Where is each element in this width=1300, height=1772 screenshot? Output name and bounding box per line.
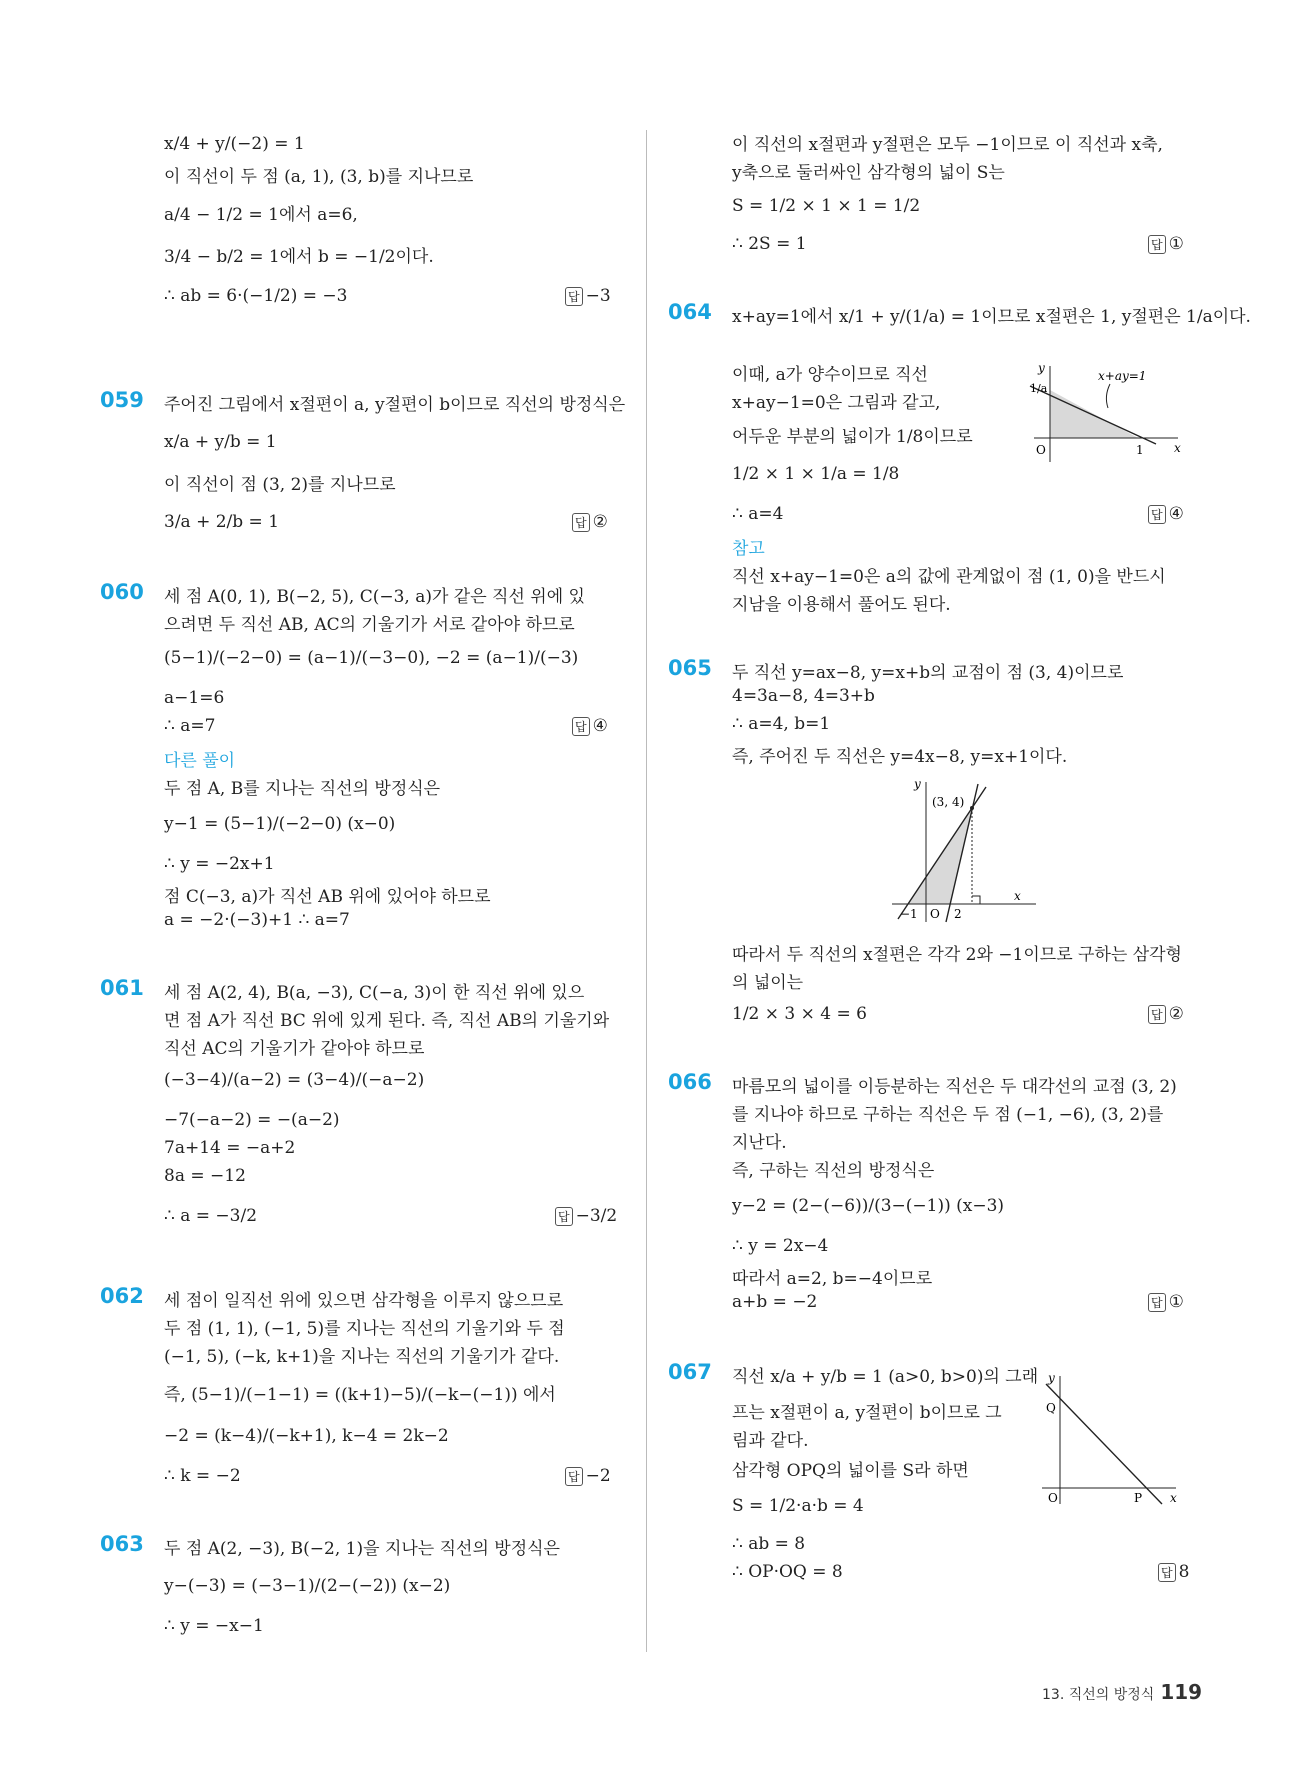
- x-intercept-label: 1: [1136, 443, 1144, 457]
- eq-line: ∴ a = −3/2: [164, 1206, 258, 1226]
- problem-number-066: 066: [668, 1070, 712, 1094]
- text-line: 지난다.: [732, 1133, 787, 1153]
- problem-number-067: 067: [668, 1360, 712, 1384]
- eq-line: y−(−3) = (−3−1)/(2−(−2)) (x−2): [164, 1576, 451, 1596]
- answer-059: 답 ②: [572, 512, 608, 532]
- eq-line: 1/2 × 1 × 1/a = 1/8: [732, 464, 900, 484]
- y-axis-label: y: [1038, 361, 1045, 375]
- note-label: 다른 풀이: [164, 751, 236, 771]
- answer-icon: 답: [572, 513, 590, 532]
- problem-number-063: 063: [100, 1532, 144, 1556]
- eq-line: ∴ y = −2x+1: [164, 854, 275, 874]
- text-line: 두 점 A(2, −3), B(−2, 1)을 지나는 직선의 방정식은: [164, 1539, 560, 1559]
- eq-line: 즉, (5−1)/(−1−1) = ((k+1)−5)/(−k−(−1)) 에서: [164, 1385, 556, 1405]
- answer-060: 답 ④: [572, 716, 608, 736]
- eq-line: a/4 − 1/2 = 1에서 a=6,: [164, 205, 358, 225]
- text-line: 으려면 두 직선 AB, AC의 기울기가 서로 같아야 하므로: [164, 615, 575, 635]
- text-line: 면 점 A가 직선 BC 위에 있게 된다. 즉, 직선 AB의 기울기와: [164, 1011, 610, 1031]
- eq-line: (5−1)/(−2−0) = (a−1)/(−3−0), −2 = (a−1)/(−3): [164, 648, 579, 668]
- text-line: 를 지나야 하므로 구하는 직선은 두 점 (−1, −6), (3, 2)를: [732, 1105, 1164, 1125]
- graph-067: [1036, 1368, 1186, 1508]
- text-line: 세 점이 일직선 위에 있으면 삼각형을 이루지 않으므로: [164, 1291, 564, 1311]
- answer-icon: 답: [1148, 505, 1166, 524]
- x-intercept-minus-1: −1: [900, 907, 918, 921]
- x-axis-label: x: [1174, 441, 1181, 455]
- eq-line: −7(−a−2) = −(a−2): [164, 1110, 340, 1130]
- line-x-a-y-b: [1046, 1384, 1162, 1504]
- text-line: 직선 AC의 기울기가 같아야 하므로: [164, 1039, 425, 1059]
- problem-number-064: 064: [668, 300, 712, 324]
- graph-065: [886, 776, 1046, 924]
- eq-line: −2 = (k−4)/(−k+1), k−4 = 2k−2: [164, 1426, 449, 1446]
- text-line: 점 C(−3, a)가 직선 AB 위에 있어야 하므로: [164, 887, 491, 907]
- point-q-label: Q: [1046, 1401, 1056, 1415]
- problem-number-060: 060: [100, 580, 144, 604]
- text-line: 지남을 이용해서 풀어도 된다.: [732, 595, 951, 615]
- eq-line: 8a = −12: [164, 1166, 246, 1186]
- text-line: 이때, a가 양수이므로 직선: [732, 365, 928, 385]
- origin-label: O: [1036, 443, 1046, 457]
- eq-line: ∴ 2S = 1: [732, 234, 807, 254]
- right-angle-mark: [972, 896, 980, 904]
- eq-line: ∴ ab = 8: [732, 1534, 806, 1554]
- text-line: y축으로 둘러싸인 삼각형의 넓이 S는: [732, 163, 1005, 183]
- x-axis-label: x: [1014, 889, 1021, 903]
- answer-icon: 답: [1148, 235, 1166, 254]
- problem-number-059: 059: [100, 388, 144, 412]
- graph-064: [1028, 358, 1188, 468]
- text-line: 따라서 a=2, b=−4이므로: [732, 1269, 933, 1289]
- text-line: 두 직선 y=ax−8, y=x+b의 교점이 점 (3, 4)이므로: [732, 663, 1124, 683]
- intersection-label: (3, 4): [932, 795, 965, 809]
- column-divider: [646, 130, 647, 1652]
- eq-line: ∴ OP·OQ = 8: [732, 1562, 843, 1582]
- answer-icon: 답: [1148, 1293, 1166, 1312]
- eq-line: S = 1/2·a·b = 4: [732, 1496, 864, 1516]
- eq-line: ∴ ab = 6·(−1/2) = −3: [164, 286, 348, 306]
- answer-icon: 답: [565, 1467, 583, 1486]
- y-intercept-label: 1/a: [1030, 382, 1048, 395]
- eq-line: x/a + y/b = 1: [164, 432, 277, 452]
- text-line: 이 직선이 점 (3, 2)를 지나므로: [164, 475, 396, 495]
- eq-line: y−1 = (5−1)/(−2−0) (x−0): [164, 814, 396, 834]
- text-line: 이 직선이 두 점 (a, 1), (3, b)를 지나므로: [164, 167, 474, 187]
- text-line: 세 점 A(0, 1), B(−2, 5), C(−3, a)가 같은 직선 위에 있: [164, 587, 585, 607]
- eq-line: 7a+14 = −a+2: [164, 1138, 296, 1158]
- answer-058: 답 −3: [565, 286, 611, 306]
- x-axis-label: x: [1170, 1491, 1177, 1505]
- text-line: 즉, 주어진 두 직선은 y=4x−8, y=x+1이다.: [732, 747, 1068, 767]
- text-line: 세 점 A(2, 4), B(a, −3), C(−a, 3)이 한 직선 위에 있으: [164, 983, 585, 1003]
- line-equation-label: x+ay=1: [1098, 369, 1147, 383]
- answer-icon: 답: [572, 717, 590, 736]
- answer-icon: 답: [1148, 1005, 1166, 1024]
- problem-number-065: 065: [668, 656, 712, 680]
- page-footer: [1042, 1680, 1202, 1704]
- text-line: 직선 x+ay−1=0은 a의 값에 관계없이 점 (1, 0)을 반드시: [732, 567, 1166, 587]
- answer-063: 답 ①: [1148, 234, 1184, 254]
- eq-line: a = −2·(−3)+1 ∴ a=7: [164, 910, 350, 930]
- answer-066: 답 ①: [1148, 1292, 1184, 1312]
- eq-line: 3/a + 2/b = 1: [164, 512, 280, 532]
- eq-line: ∴ y = −x−1: [164, 1616, 264, 1636]
- text-line: 두 점 (1, 1), (−1, 5)를 지나는 직선의 기울기와 두 점: [164, 1319, 565, 1339]
- shaded-region: [1050, 390, 1138, 438]
- text-line: 따라서 두 직선의 x절편은 각각 2와 −1이므로 구하는 삼각형: [732, 945, 1182, 965]
- text-line: 마름모의 넓이를 이등분하는 직선은 두 대각선의 교점 (3, 2): [732, 1077, 1177, 1097]
- eq-line: a−1=6: [164, 688, 225, 708]
- eq-line: y−2 = (2−(−6))/(3−(−1)) (x−3): [732, 1196, 1005, 1216]
- text-line: 두 점 A, B를 지나는 직선의 방정식은: [164, 779, 441, 799]
- problem-number-061: 061: [100, 976, 144, 1000]
- eq-line: ∴ a=4, b=1: [732, 714, 831, 734]
- answer-067: 답 8: [1158, 1562, 1189, 1582]
- answer-icon: 답: [1158, 1563, 1176, 1582]
- eq-line: ∴ k = −2: [164, 1466, 241, 1486]
- answer-062: 답 −2: [565, 1466, 611, 1486]
- page-number: 119: [1160, 1680, 1203, 1704]
- chapter-title: 13. 직선의 방정식: [1042, 1687, 1155, 1703]
- eq-line: x+ay−1=0은 그림과 같고,: [732, 393, 941, 413]
- eq-line: S = 1/2 × 1 × 1 = 1/2: [732, 196, 921, 216]
- text-line: 프는 x절편이 a, y절편이 b이므로 그: [732, 1403, 1002, 1423]
- point-p-label: P: [1134, 1491, 1143, 1505]
- text-line: 의 넓이는: [732, 973, 804, 993]
- eq-line: x+ay=1에서 x/1 + y/(1/a) = 1이므로 x절편은 1, y절편은 1/a이다.: [732, 307, 1251, 327]
- label-pointer: [1106, 384, 1110, 408]
- intersection-point: [970, 806, 974, 810]
- eq-line: x/4 + y/(−2) = 1: [164, 134, 305, 154]
- eq-line: 직선 x/a + y/b = 1 (a>0, b>0)의 그래: [732, 1367, 1039, 1387]
- answer-061: 답 −3/2: [555, 1206, 617, 1226]
- origin-label: O: [1048, 1491, 1058, 1505]
- answer-065: 답 ②: [1148, 1004, 1184, 1024]
- origin-label: O: [930, 907, 940, 921]
- eq-line: ∴ a=4: [732, 504, 784, 524]
- text-line: 삼각형 OPQ의 넓이를 S라 하면: [732, 1461, 969, 1481]
- eq-line: 어두운 부분의 넓이가 1/8이므로: [732, 427, 973, 447]
- text-line: 이 직선의 x절편과 y절편은 모두 −1이므로 이 직선과 x축,: [732, 135, 1163, 155]
- x-intercept-2: 2: [954, 907, 962, 921]
- text-line: 즉, 구하는 직선의 방정식은: [732, 1161, 935, 1181]
- answer-icon: 답: [555, 1207, 573, 1226]
- eq-line: a+b = −2: [732, 1292, 818, 1312]
- answer-064: 답 ④: [1148, 504, 1184, 524]
- eq-line: 1/2 × 3 × 4 = 6: [732, 1004, 867, 1024]
- text-line: 림과 같다.: [732, 1431, 809, 1451]
- eq-line: 4=3a−8, 4=3+b: [732, 686, 875, 706]
- note-label: 참고: [732, 539, 765, 559]
- text-line: 주어진 그림에서 x절편이 a, y절편이 b이므로 직선의 방정식은: [164, 395, 626, 415]
- eq-line: (−3−4)/(a−2) = (3−4)/(−a−2): [164, 1070, 425, 1090]
- y-axis-label: y: [914, 777, 921, 791]
- eq-line: 3/4 − b/2 = 1에서 b = −1/2이다.: [164, 247, 434, 267]
- answer-icon: 답: [565, 287, 583, 306]
- eq-line: ∴ y = 2x−4: [732, 1236, 829, 1256]
- eq-line: ∴ a=7: [164, 716, 216, 736]
- text-line: (−1, 5), (−k, k+1)을 지나는 직선의 기울기가 같다.: [164, 1347, 560, 1367]
- y-axis-label: y: [1048, 1371, 1055, 1385]
- problem-number-062: 062: [100, 1284, 144, 1308]
